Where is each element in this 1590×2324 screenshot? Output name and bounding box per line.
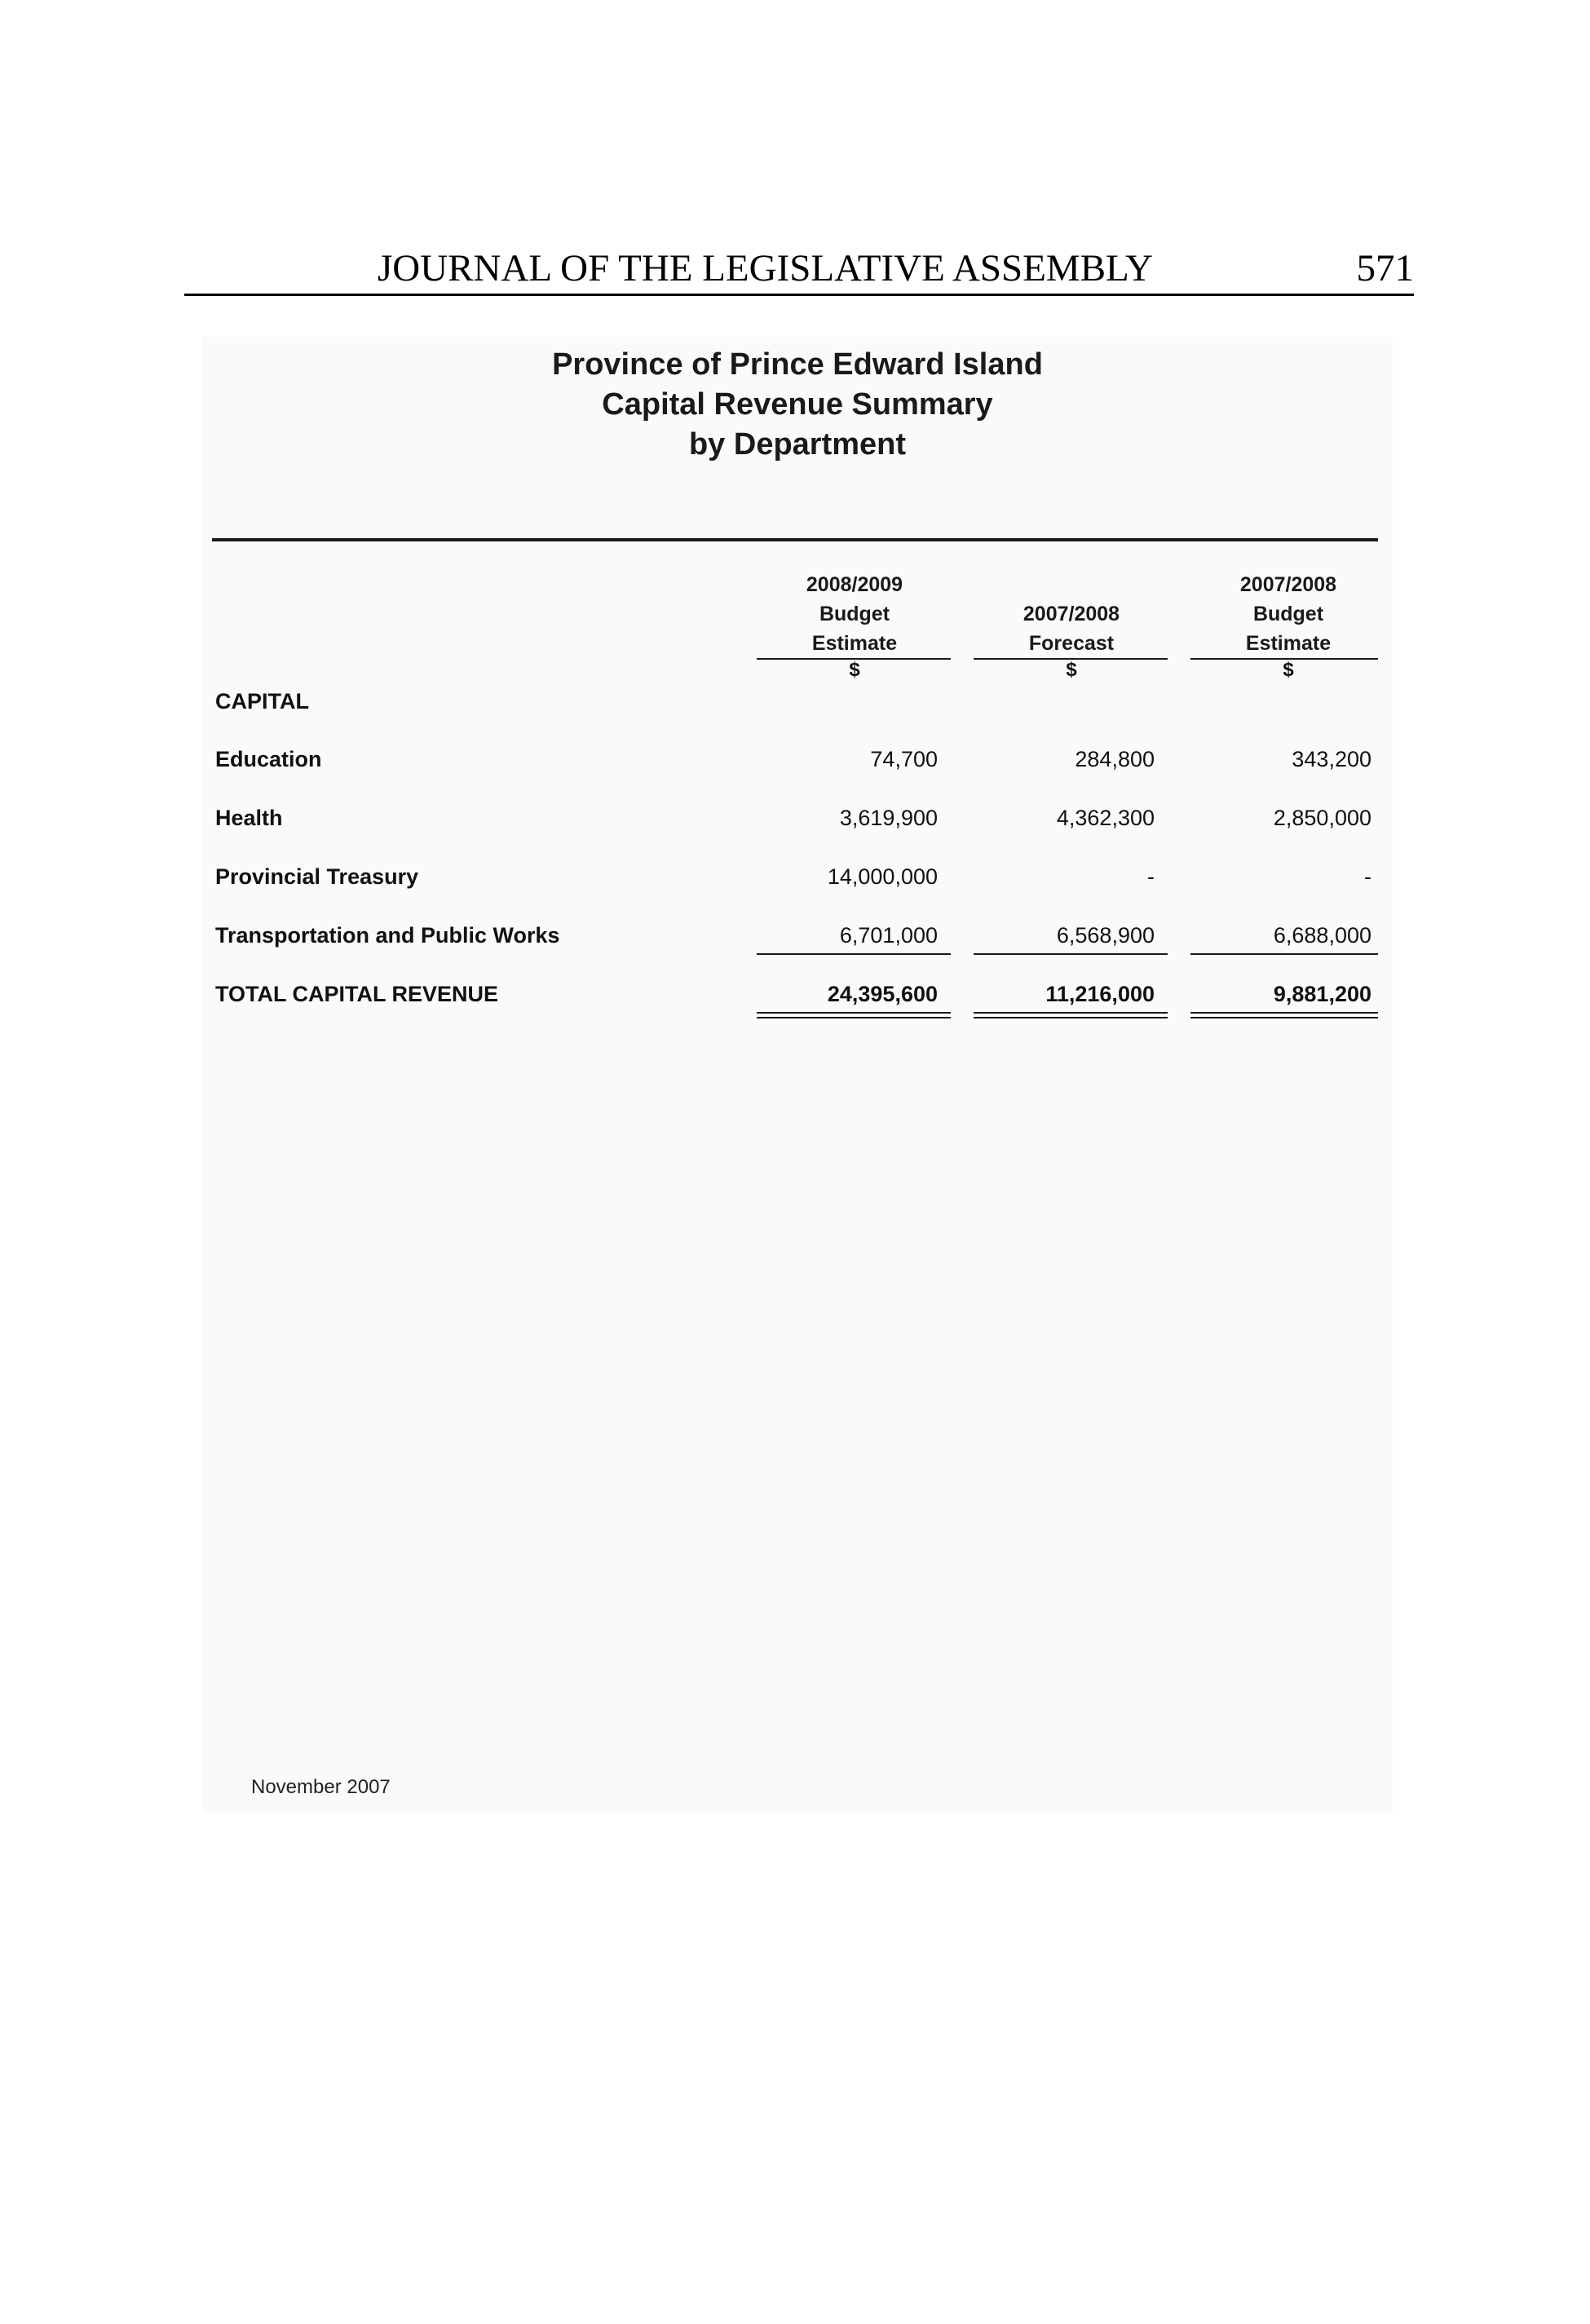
report-title-line-3: by Department xyxy=(688,427,907,462)
journal-title: JOURNAL OF THE LEGISLATIVE ASSEMBLY xyxy=(378,247,1153,289)
total-double-rule xyxy=(1190,1012,1378,1018)
table-cell: 343,200 xyxy=(1292,747,1371,771)
column-header-2007-2008-forecast: 2007/2008 Forecast xyxy=(1022,603,1120,655)
section-label-capital: CAPITAL xyxy=(215,689,309,714)
row-label-provincial-treasury: Provincial Treasury xyxy=(215,864,419,889)
currency-symbol: $ xyxy=(849,659,860,681)
total-double-rule xyxy=(757,1012,951,1018)
table-cell: 2,850,000 xyxy=(1273,806,1371,830)
total-double-rule xyxy=(974,1012,1168,1018)
table-cell: 6,688,000 xyxy=(1273,923,1371,948)
journal-header xyxy=(184,243,1414,296)
row-label-total-capital-revenue: TOTAL CAPITAL REVENUE xyxy=(215,982,499,1006)
table-cell: 14,000,000 xyxy=(827,864,938,889)
title-divider xyxy=(212,538,1378,541)
column-header-2007-2008-budget-estimate: 2007/2008 Budget Estimate xyxy=(1239,573,1337,655)
subtotal-rule xyxy=(1190,953,1378,955)
currency-symbol: $ xyxy=(1066,659,1077,681)
table-cell: 3,619,900 xyxy=(839,806,938,830)
table-cell: 74,700 xyxy=(870,747,938,771)
table-cell: 6,568,900 xyxy=(1056,923,1155,948)
scanned-report xyxy=(202,337,1393,1813)
row-label-education: Education xyxy=(215,747,322,771)
subtotal-rule xyxy=(757,953,951,955)
table-cell: - xyxy=(1364,864,1371,889)
total-cell: 9,881,200 xyxy=(1273,982,1371,1006)
subtotal-rule xyxy=(974,953,1168,955)
row-label-transportation-and-public-works: Transportation and Public Works xyxy=(215,923,560,948)
table-cell: - xyxy=(1147,864,1155,889)
table-cell: 6,701,000 xyxy=(839,923,938,948)
currency-symbol: $ xyxy=(1283,659,1294,681)
total-cell: 11,216,000 xyxy=(1045,982,1155,1006)
report-title-line-2: Capital Revenue Summary xyxy=(602,387,993,422)
footer-date: November 2007 xyxy=(251,1776,391,1798)
page-number: 571 xyxy=(1356,247,1414,289)
total-cell: 24,395,600 xyxy=(827,982,938,1006)
table-cell: 284,800 xyxy=(1075,747,1155,771)
column-header-2008-2009-budget-estimate: 2008/2009 Budget Estimate xyxy=(806,573,903,655)
row-label-health: Health xyxy=(215,806,283,830)
report-title xyxy=(202,345,1393,465)
report-title-line-1: Province of Prince Edward Island xyxy=(552,347,1043,382)
table-cell: 4,362,300 xyxy=(1056,806,1155,830)
